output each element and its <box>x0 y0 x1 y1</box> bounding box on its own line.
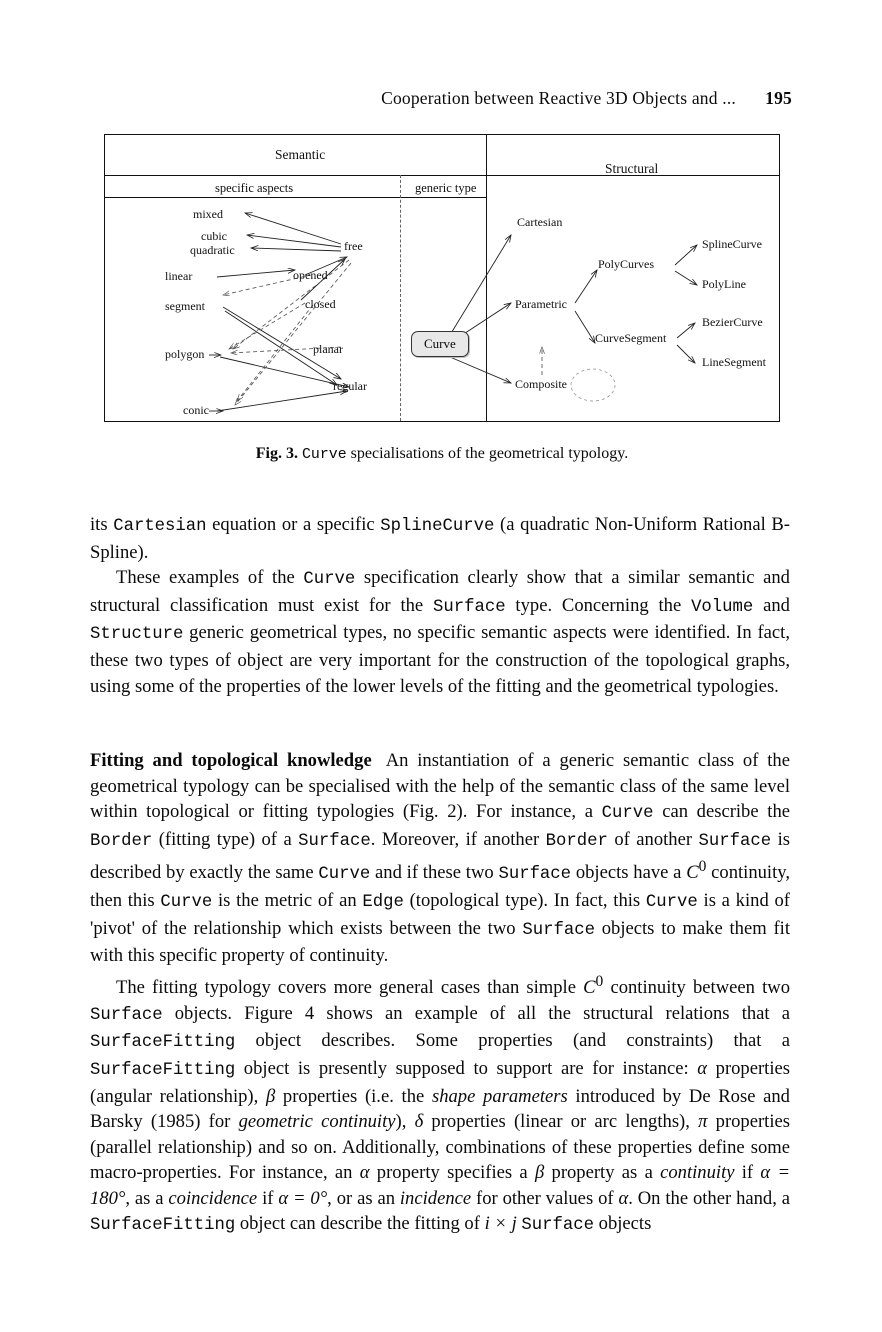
p4-text-j: properties (linear or arc lengths), <box>423 1111 699 1133</box>
p3-text-a: An instantiation of a generic semantic class of the geometrical typology can be specialised with the help of the semantic class of the same level within topological or fitting typologies (Fig. 2). For instance, a <box>90 750 790 823</box>
p4-text-p: if <box>257 1187 279 1209</box>
p2-mono-curve: Curve <box>303 570 356 590</box>
figure-node-cubic: cubic <box>201 229 227 243</box>
figure-header-generic-type: generic type <box>415 181 477 195</box>
p3-mono-border-2: Border <box>545 831 608 851</box>
p4-text-k: properties (parallel relationship) and so on. Additionally, combinations of these properties define some macro-properties. For instance, an <box>90 1111 790 1184</box>
p3-mono-surface-4: Surface <box>522 920 595 940</box>
p3-text-f: is described by exactly the same <box>90 828 790 884</box>
figure-node-planar: planar <box>313 342 343 356</box>
figure-node-polygon: polygon <box>165 347 205 361</box>
p3-mono-edge: Edge <box>362 893 404 913</box>
p4-mono-surface-2: Surface <box>521 1216 594 1236</box>
p4-mono-surface-1: Surface <box>90 1005 163 1025</box>
p4-text-l: property specifies a <box>369 1162 535 1184</box>
p4-text-a: The fitting typology covers more general cases than simple <box>116 977 584 999</box>
paragraph-2 <box>90 565 790 699</box>
p4-mono-surfacefitting-3: SurfaceFitting <box>90 1216 236 1236</box>
figure-caption-rest: specialisations of the geometrical typology. <box>346 445 629 462</box>
p4-equation-1: α = 180° <box>90 1162 791 1209</box>
p4-mono-surfacefitting-1: SurfaceFitting <box>90 1033 236 1053</box>
page-number: 195 <box>765 88 792 108</box>
p2-text-a: These examples of the <box>116 567 304 589</box>
p3-text-c: (fitting type) of a <box>152 828 299 850</box>
figure-divider-dashed <box>400 175 401 421</box>
p4-italic-continuity: continuity <box>660 1162 735 1184</box>
p4-text-o: , as a <box>125 1187 169 1209</box>
figure-header-specific-aspects: specific aspects <box>215 181 294 195</box>
figure-node-polycurves: PolyCurves <box>598 257 655 271</box>
p4-greek-alpha-2: α <box>359 1162 370 1184</box>
p3-math-c: C <box>686 862 699 884</box>
p4-text-h: introduced by De Rose and Barsky (1985) for <box>90 1085 790 1133</box>
figure-node-conic: conic <box>183 403 209 417</box>
p3-mono-surface-2: Surface <box>698 831 772 851</box>
figure-node-segment: segment <box>165 299 205 313</box>
figure-node-linear: linear <box>165 269 193 283</box>
p4-text-e: object is presently supposed to support are for instance: <box>235 1057 698 1079</box>
body-block-1 <box>90 512 790 699</box>
p1-mono-cartesian: Cartesian <box>113 517 207 536</box>
p4-text-v: objects <box>594 1213 652 1235</box>
figure-caption-mono: Curve <box>302 447 347 463</box>
p4-text-r: for other values of <box>471 1187 619 1209</box>
p4-greek-beta-2: β <box>534 1162 545 1184</box>
figure-node-opened: opened <box>293 268 328 282</box>
p4-text-f: properties (angular relationship), <box>90 1057 790 1107</box>
p4-text-q: , or as an <box>327 1187 400 1209</box>
paragraph-1 <box>90 512 790 565</box>
figure-node-mixed: mixed <box>193 207 223 221</box>
p3-text-b: can describe the <box>653 801 790 823</box>
p4-text-d: object describes. Some properties (and constraints) that a <box>235 1030 790 1052</box>
p3-text-j: is the metric of an <box>212 890 363 912</box>
figure-node-free: free <box>344 239 363 253</box>
p3-text-e: of another <box>607 828 699 850</box>
figure-node-curve: Curve <box>411 331 469 357</box>
p4-greek-delta: δ <box>414 1111 424 1133</box>
p4-text-b: continuity between two <box>603 977 790 999</box>
p3-mono-curve-4: Curve <box>645 893 698 913</box>
p3-text-d: . Moreover, if another <box>370 828 546 850</box>
paragraph-3 <box>90 748 790 969</box>
figure-node-composite: Composite <box>515 377 568 391</box>
p2-text-b: specification clearly show that a similar semantic and structural classification must exist for the <box>90 567 790 616</box>
p4-greek-alpha-1: α <box>697 1057 708 1079</box>
p4-italic-coincidence: coincidence <box>168 1187 258 1209</box>
figure-caption-label: Fig. 3. <box>255 445 298 462</box>
p4-text-m: property as a <box>544 1162 661 1184</box>
p3-text-g: and if these two <box>370 862 499 884</box>
figure-3 <box>104 134 780 422</box>
p3-text-k: (topological type). In fact, this <box>403 890 646 912</box>
p1-text-a: its <box>90 514 114 535</box>
p4-italic-incidence: incidence <box>399 1187 472 1209</box>
p4-text-g: properties (i.e. the <box>275 1085 432 1107</box>
p3-mono-surface-1: Surface <box>298 831 371 851</box>
p4-equation-2: α = 0° <box>278 1187 328 1209</box>
p4-text-t: object can describe the fitting of <box>235 1213 485 1235</box>
p2-text-d: and <box>753 594 790 616</box>
p4-greek-pi: π <box>698 1111 708 1133</box>
figure-node-closed: closed <box>305 297 336 311</box>
figure-node-quadratic: quadratic <box>190 243 235 257</box>
figure-node-cartesian: Cartesian <box>517 215 563 229</box>
p3-text-l: is a kind of 'pivot' of the relationship which exists between the two <box>90 890 790 939</box>
p4-equation-3: i × j <box>484 1213 517 1235</box>
running-head-title: Cooperation between Reactive 3D Objects and ... <box>381 88 736 108</box>
p3-mono-border-1: Border <box>90 831 153 851</box>
figure-node-curvesegment: CurveSegment <box>595 331 667 345</box>
p4-text-n: if <box>734 1162 761 1184</box>
figure-divider-top <box>105 175 779 176</box>
p3-math-c-sup: 0 <box>698 858 707 876</box>
p1-text-c: (a quadratic Non-Uniform Rational B-Spline). <box>90 514 790 563</box>
section-heading-fitting: Fitting and topological knowledge <box>90 750 372 771</box>
p3-text-i: continuity, then this <box>90 862 790 912</box>
figure-node-splinecurve: SplineCurve <box>702 237 762 251</box>
figure-node-parametric: Parametric <box>515 297 567 311</box>
p2-mono-surface: Surface <box>433 597 506 617</box>
p2-mono-structure: Structure <box>90 625 184 645</box>
p3-mono-curve-3: Curve <box>160 893 213 913</box>
p4-mono-surfacefitting-2: SurfaceFitting <box>90 1060 236 1080</box>
p2-text-c: type. Concerning the <box>505 594 692 616</box>
figure-connectors <box>105 135 781 423</box>
figure-node-beziercurve: BezierCurve <box>702 315 763 329</box>
p4-italic-shape-parameters: shape parameters <box>431 1085 568 1107</box>
figure-divider-vertical <box>486 135 487 421</box>
figure-caption <box>104 445 780 463</box>
figure-node-linesegment: LineSegment <box>702 355 766 369</box>
figure-header-semantic: Semantic <box>275 147 326 162</box>
paragraph-4 <box>90 969 790 1239</box>
p2-mono-volume: Volume <box>691 597 754 617</box>
p1-mono-splinecurve: SplineCurve <box>380 517 495 536</box>
figure-divider-second <box>105 197 486 198</box>
p4-math-c-sup: 0 <box>595 972 604 990</box>
p4-math-c: C <box>583 977 596 999</box>
figure-header-structural: Structural <box>605 161 659 176</box>
p3-mono-surface-3: Surface <box>498 865 572 885</box>
p3-text-h: objects have a <box>571 862 687 884</box>
figure-node-regular: regular <box>333 379 367 393</box>
p4-text-c: objects. Figure 4 shows an example of all the structural relations that a <box>162 1002 790 1024</box>
p1-text-b: equation or a specific <box>206 514 381 535</box>
p4-text-s: . On the other hand, a <box>628 1187 790 1209</box>
p2-text-e: generic geometrical types, no specific semantic aspects were identified. In fact, these two types of object are very important for the construction of the topological graphs, using some of the properties of the lower levels of the fitting and the geometrical typologies. <box>90 622 790 697</box>
body-block-2 <box>90 748 790 1239</box>
p3-text-m: objects to make them fit with this specific property of continuity. <box>90 917 790 967</box>
p4-italic-geometric-continuity: geometric continuity <box>238 1111 396 1133</box>
p3-mono-curve-2: Curve <box>318 865 371 885</box>
p3-mono-curve-1: Curve <box>601 804 654 824</box>
p4-greek-beta-1: β <box>265 1085 276 1107</box>
p4-greek-alpha-3: α <box>618 1187 629 1209</box>
p4-text-i: ), <box>395 1111 415 1133</box>
figure-node-polyline: PolyLine <box>702 277 746 291</box>
